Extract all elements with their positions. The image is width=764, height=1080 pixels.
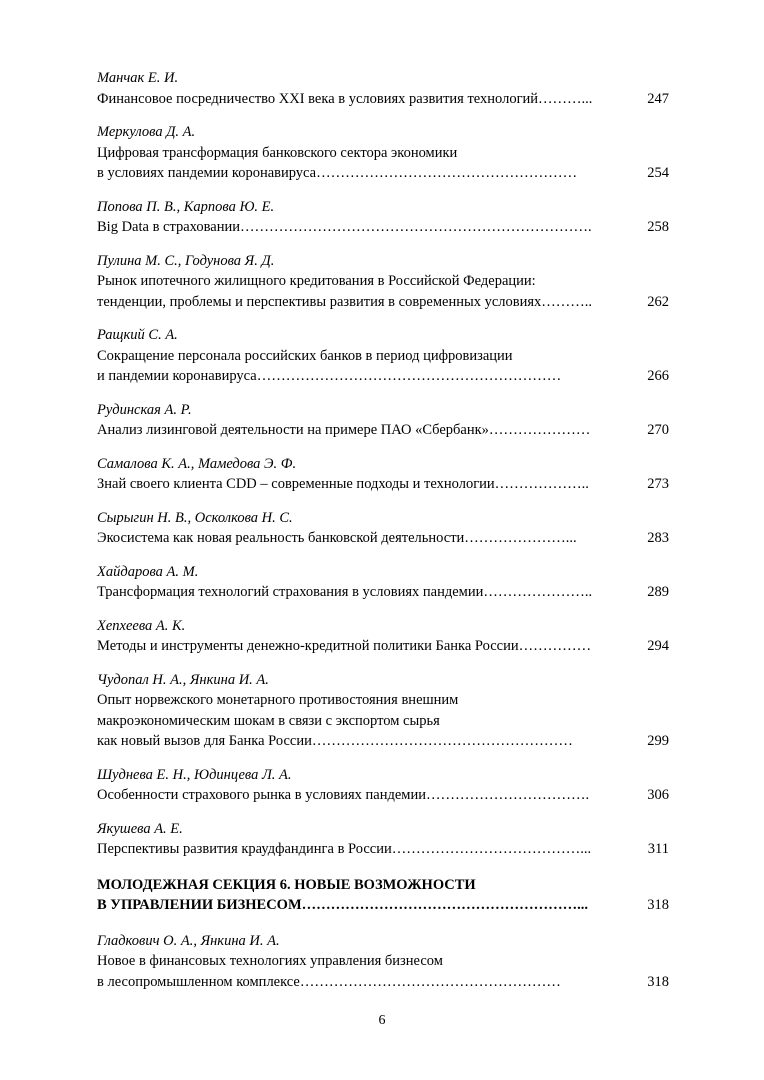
entry-title-line: Цифровая трансформация банковского сектора экономики: [97, 144, 458, 161]
toc-entry: [97, 670, 669, 752]
toc-entry: [97, 454, 669, 495]
section-page-number: 318: [647, 897, 669, 913]
toc-entry: [97, 765, 669, 806]
entry-title-line: как новый вызов для Банка России………………………………………………: [97, 733, 573, 749]
entry-page-number: 289: [647, 584, 669, 600]
entry-author: Гладкович О. А., Янкина И. А.: [97, 932, 280, 949]
entry-title-line: Новое в финансовых технологиях управления бизнесом: [97, 953, 443, 969]
toc-entry: [97, 400, 669, 441]
entry-title-line: в лесопромышленном комплексе………………………………………………: [97, 973, 561, 990]
section-title-line: МОЛОДЕЖНАЯ СЕКЦИЯ 6. НОВЫЕ ВОЗМОЖНОСТИ: [97, 876, 476, 893]
entry-author: Ращкий С. А.: [97, 327, 178, 343]
toc-entry: [97, 122, 669, 184]
entry-page-number: 270: [647, 422, 669, 438]
toc-entry: [97, 562, 669, 603]
toc-entry: [97, 251, 669, 313]
toc-entry: [97, 68, 669, 109]
entry-page-number: 262: [647, 293, 669, 310]
entry-page-number: 311: [647, 841, 669, 857]
entry-title-line: тенденции, проблемы и перспективы развития в современных условиях………..: [97, 293, 593, 310]
toc-entry: [97, 197, 669, 238]
entry-page-number: 299: [647, 733, 669, 749]
entry-title-line: Опыт норвежского монетарного противостояния внешним: [97, 692, 459, 708]
page-number: 6: [378, 1013, 386, 1028]
toc-entry: [97, 819, 669, 860]
entry-page-number: 283: [647, 530, 669, 546]
entry-author: Якушева А. Е.: [97, 820, 183, 837]
entry-page-number: 266: [647, 368, 669, 384]
entry-author: Пулина М. С., Годунова Я. Д.: [97, 252, 275, 269]
entry-author: Манчак Е. И.: [97, 70, 179, 86]
toc-entry: [97, 508, 669, 549]
entry-author: Хайдарова А. М.: [97, 563, 199, 580]
entry-title-line: Знай своего клиента CDD – современные подходы и технологии………………..: [97, 476, 589, 492]
section-heading: [97, 875, 669, 916]
entry-title-line: Особенности страхового рынка в условиях пандемии…………………………….: [97, 787, 590, 803]
table-of-contents: [97, 68, 669, 992]
entry-page-number: 254: [647, 165, 669, 181]
entry-page-number: 306: [647, 787, 669, 803]
entry-author: Попова П. В., Карпова Ю. Е.: [97, 198, 275, 215]
entry-page-number: 258: [647, 219, 669, 235]
toc-entry: [97, 931, 669, 993]
entry-title-line: в условиях пандемии коронавируса………………………………………………: [97, 165, 578, 181]
entry-title-line: Трансформация технологий страхования в условиях пандемии…………………..: [97, 584, 593, 600]
entry-author: Чудопал Н. А., Янкина И. А.: [97, 671, 269, 688]
entry-author: Шуднева Е. Н., Юдинцева Л. А.: [97, 766, 292, 783]
entry-page-number: 273: [647, 476, 669, 492]
entry-author: Самалова К. А., Мамедова Э. Ф.: [97, 455, 297, 472]
entry-title-line: Сокращение персонала российских банков в период цифровизации: [97, 347, 513, 364]
entry-title-line: Финансовое посредничество XXI века в условиях развития технологий………...: [97, 90, 593, 107]
entry-title-line: Перспективы развития краудфандинга в России…………………………………...: [97, 841, 592, 857]
entry-author: Рудинская А. Р.: [97, 401, 192, 418]
entry-title-line: Экосистема как новая реальность банковской деятельности…………………...: [97, 530, 577, 546]
entry-page-number: 318: [647, 973, 669, 990]
entry-title-line: и пандемии коронавируса………………………………………………………: [97, 368, 562, 384]
toc-entry: [97, 616, 669, 657]
entry-title-line: Анализ лизинговой деятельности на примере ПАО «Сбербанк»…………………: [97, 422, 591, 438]
entry-author: Меркулова Д. А.: [97, 124, 196, 140]
entry-title-line: Рынок ипотечного жилищного кредитования в Российской Федерации:: [97, 273, 536, 289]
entry-title-line: Методы и инструменты денежно-кредитной политики Банка России……………: [97, 638, 592, 654]
entry-page-number: 294: [647, 638, 669, 654]
entry-title-line: Big Data в страховании……………………………………………………………….: [97, 219, 592, 235]
entry-author: Хепхеева А. К.: [97, 617, 186, 634]
entry-author: Сырыгин Н. В., Осколкова Н. С.: [97, 509, 293, 526]
entry-title-line: макроэкономическим шокам в связи с экспортом сырья: [97, 712, 440, 729]
entry-page-number: 247: [647, 90, 669, 107]
toc-entry: [97, 325, 669, 387]
section-title-line: В УПРАВЛЕНИИ БИЗНЕСОМ…………………………………………………...: [97, 897, 589, 913]
